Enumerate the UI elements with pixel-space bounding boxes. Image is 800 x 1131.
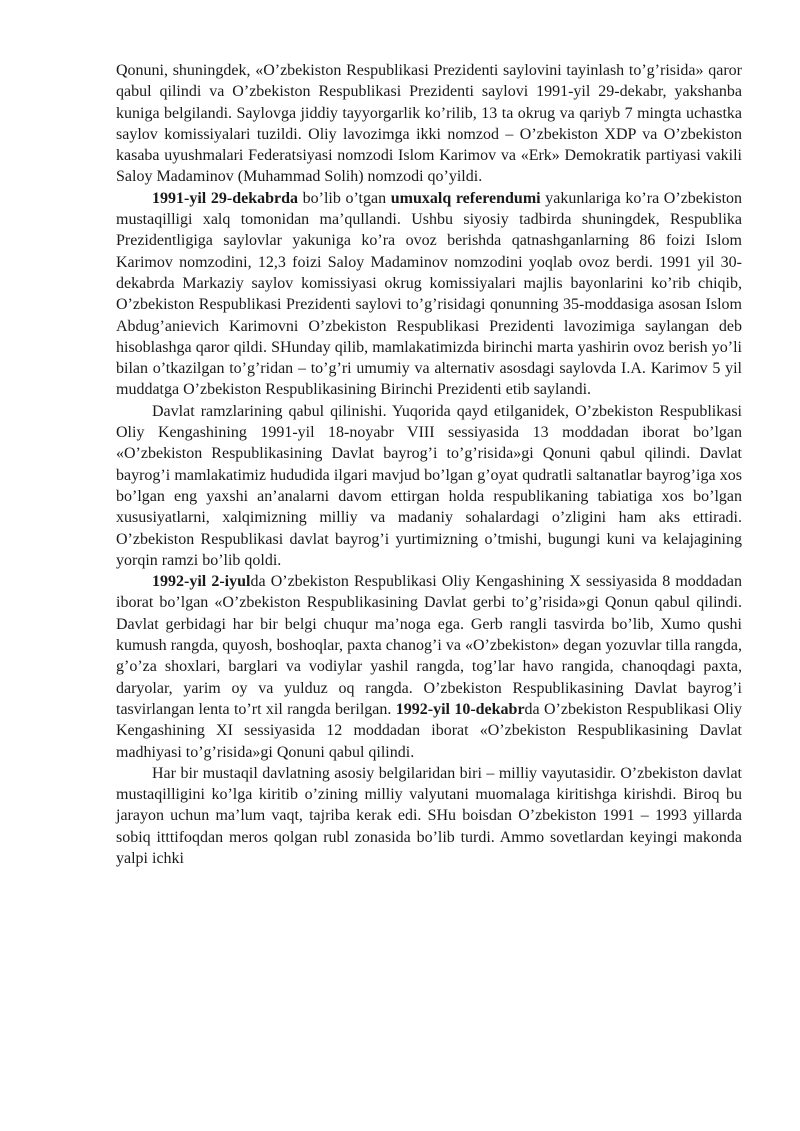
paragraph-3 <box>116 401 742 571</box>
text-segment: yakunlariga ko’ra O’zbekiston mustaqilligi xalq tomonidan ma’qullandi. Ushbu siyosiy tadbirda shuningdek, Respublika Prezidentligiga saylovlar yakuniga ko’ra ovoz berishda qatnashganlarning 86 foizi Islom Karimov nomzodini, 12,3 foizi Saloy Madaminov nomzodini yoqlab ovoz berdi. 1991 yil 30-dekabrda Markaziy saylov komissiyasi okrug komissiyalari majlis bayonlarini ko’rib chiqib, O’zbekiston Respublikasi Prezidenti saylovi to’g’risidagi qonunning 35-moddasiga asosan Islom Abdug’anievich Karimovni O’zbekiston Respublikasi Prezidenti lavozimiga saylangan deb hisoblashga qaror qildi. SHunday qilib, mamlakatimizda birinchi marta yashirin ovoz berish yo’li bilan o’tkazilgan to’g’ridan – to’g’ri umumiy va alternativ asosdagi saylovda I.A. Karimov 5 yil muddatga O’zbekiston Respublikasining Birinchi Prezidenti etib saylandi. <box>116 189 743 399</box>
text-segment: Qonuni, shuningdek, «O’zbekiston Respublikasi Prezidenti saylovini tayinlash to’g’risida» qaror qabul qilindi va O’zbekiston Respublikasi Prezidenti saylovi 1991-yil 29-dekabr, yakshanba kuniga belgilandi. Saylovga jiddiy tayyorgarlik ko’rilib, 13 ta okrug va qariyb 7 mingta uchastka saylov komissiyalari tuzildi. Oliy lavozimga ikki nomzod – O’zbekiston XDP va O’zbekiston kasaba uyushmalari Federatsiyasi nomzodi Islom Karimov va «Erk» Demokratik partiyasi vakili Saloy Madaminov (Muhammad Solih) nomzodi qo’yildi. <box>116 62 742 186</box>
bold-date: 1991-yil 29-dekabrda <box>152 189 298 207</box>
text-segment: da O’zbekiston Respublikasi Oliy Kengashining X sessiyasida 8 moddadan iborat bo’lgan «O’zbekiston Respublikasining Davlat gerbi to’g’risida»gi Qonun qabul qilindi. Davlat gerbidagi har bir belgi chuqur ma’noga ega. Gerb rangli tasvirda bo’lib, Xumo qushi kumush rangda, quyosh, boshoqlar, paxta chanog’i va «O’zbekiston» degan yozuvlar tilla rangda, g’o’za shoxlari, barglari va vodiylar yashil rangda, tog’lar havo rangida, chanoqdagi paxta, daryolar, yarim oy va yulduz oq rangda. O’zbekiston Respublikasining Davlat bayrog’i tasvirlangan lenta to’rt xil rangda berilgan. <box>116 573 743 718</box>
text-segment: da O’zbekiston Respublikasi Oliy Kengashining XI sessiyasida 12 moddadan iborat «O’zbekiston Respublikasining Davlat madhiyasi to’g’risida»gi Qonuni qabul qilindi. <box>116 700 742 761</box>
document-page <box>116 60 742 869</box>
text-segment: Har bir mustaqil davlatning asosiy belgilaridan biri – milliy vayutasidir. O’zbekiston davlat mustaqilligini ko’lga kiritib o’zining milliy valyutani muomalaga kiritishga kirishdi. Biroq bu jarayon uchun ma’lum vaqt, tajriba kerak edi. SHu boisdan O’zbekiston 1991 – 1993 yillarda sobiq itttifoqdan meros qolgan rubl zonasida bo’lib turdi. Ammo sovetlardan keyingi makonda yalpi ichki <box>116 764 742 867</box>
paragraph-1 <box>116 60 742 188</box>
bold-date: 1992-yil 2-iyul <box>152 573 251 591</box>
paragraph-5 <box>116 763 742 869</box>
paragraph-4 <box>116 571 742 763</box>
text-segment: bo’lib o’tgan <box>298 189 391 207</box>
bold-term: umuxalq referendumi <box>390 189 541 207</box>
paragraph-2 <box>116 188 742 401</box>
bold-date: 1992-yil 10-dekabr <box>395 700 525 718</box>
text-segment: Davlat ramzlarining qabul qilinishi. Yuqorida qayd etilganidek, O’zbekiston Respublikasi Oliy Kengashining 1991-yil 18-noyabr VIII sessiyasida 13 moddadan iborat bo’lgan «O’zbekiston Respublikasining Davlat bayrog’i to’g’risida»gi Qonuni qabul qilindi. Davlat bayrog’i mamlakatimiz hududida ilgari mavjud bo’lgan g’oyat qudratli saltanatlar bayrog’iga xos bo’lgan eng yaxshi an’analarni davom ettirgan holda respublikaning tabiatiga xos bo’lgan xususiyatlarni, xalqimizning milliy va madaniy sohalardagi o’zligini ham aks ettiradi. O’zbekiston Respublikasi davlat bayrog’i yurtimizning o’tmishi, bugungi kuni va kelajagining yorqin ramzi bo’lib qoldi. <box>116 402 742 569</box>
